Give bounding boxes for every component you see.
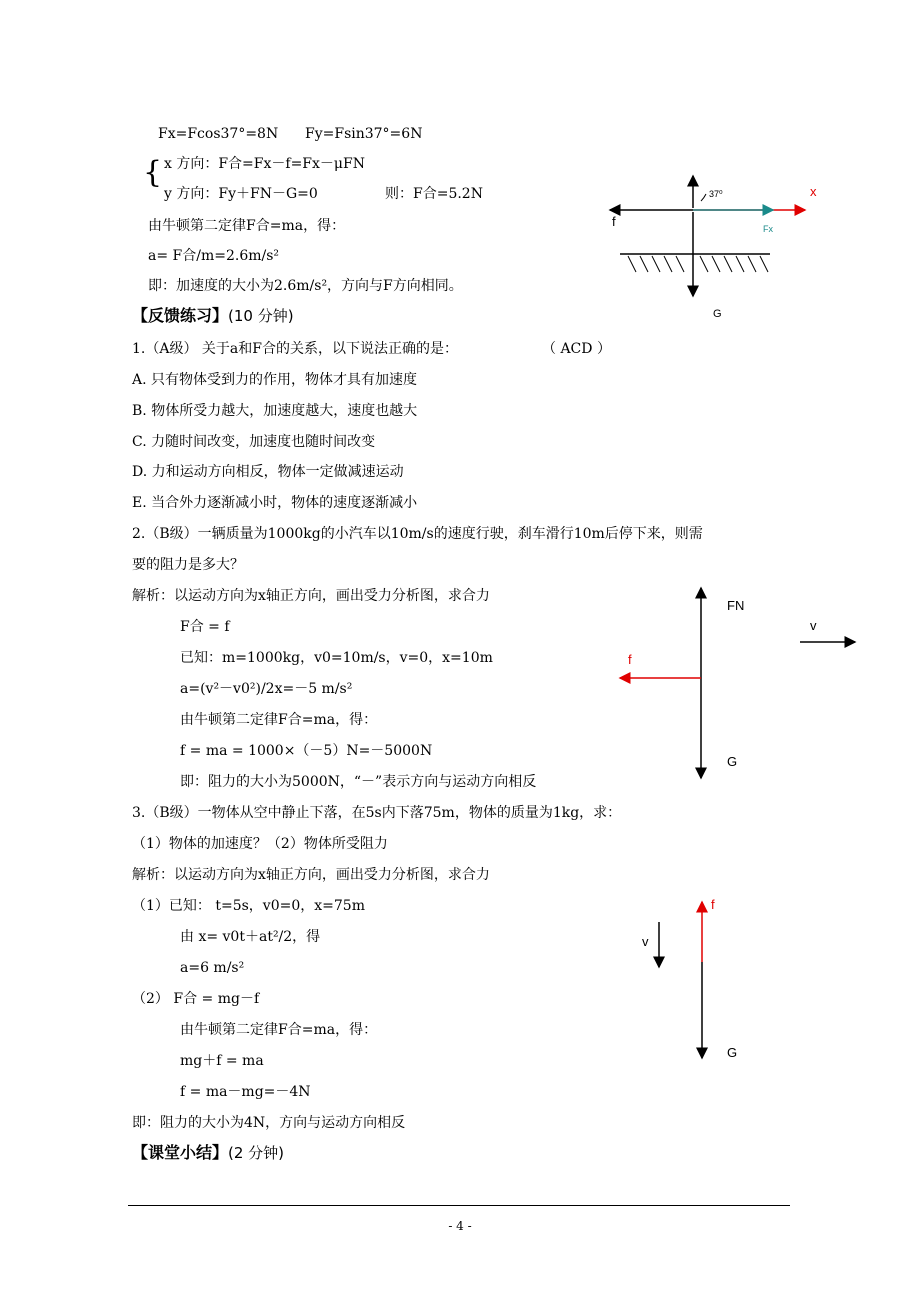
brace: { [143, 155, 163, 190]
conclusion-1: 即：加速度的大小为2.6m/s²，方向与F方向相同。 [148, 278, 463, 294]
q3-part2-result: f = ma－mg=－4N [180, 1084, 311, 1100]
q2-stem-line2: 要的阻力是多大？ [132, 557, 244, 573]
newton-law-line: 由牛顿第二定律F合=ma，得： [148, 218, 346, 234]
y-direction-eq: y 方向：Fy＋FN－G=0 [164, 186, 318, 202]
friction-label-3: f [711, 897, 715, 912]
q2-analysis: 解析：以运动方向为x轴正方向，画出受力分析图，求合力 [132, 588, 490, 604]
x-axis-label: x [810, 184, 817, 199]
fx-equation: Fx=Fcos37°=8N [158, 126, 279, 142]
q1-stem: 1.（A级） 关于a和F合的关系，以下说法正确的是： [132, 341, 458, 357]
angle-label: 37⁰ [709, 189, 723, 199]
feedback-title: 【反馈练习】 [132, 306, 229, 325]
q1-option-b: B. 物体所受力越大，加速度越大，速度也越大 [132, 403, 418, 419]
summary-time: (2 分钟) [228, 1144, 285, 1162]
q2-line2: 已知：m=1000kg，v0=10m/s，v=0，x=10m [180, 650, 493, 666]
q3-analysis: 解析：以运动方向为x轴正方向，画出受力分析图，求合力 [132, 867, 490, 883]
q3-part2-newton: 由牛顿第二定律F合=ma，得： [180, 1022, 378, 1038]
q3-stem: 3.（B级）一物体从空中静止下落，在5s内下落75m，物体的质量为1kg，求： [132, 805, 622, 821]
page-number: - 4 - [448, 1219, 472, 1233]
q2-line1: F合 = f [180, 619, 230, 635]
gravity-label-1: G [713, 308, 722, 320]
q1-option-c: C. 力随时间改变，加速度也随时间改变 [132, 434, 376, 450]
gravity-label-2: G [727, 754, 738, 769]
q2-line6: 即：阻力的大小为5000N，“－”表示方向与运动方向相反 [180, 774, 537, 790]
x-direction-eq: x 方向：F合=Fx－f=Fx－μFN [164, 156, 365, 172]
q3-part1-given: （1）已知： t=5s，v0=0，x=75m [132, 898, 365, 914]
net-force-result: 则：F合=5.2N [385, 186, 483, 202]
footer-rule [128, 1205, 790, 1206]
friction-label-2: f [628, 652, 632, 667]
summary-title: 【课堂小结】 [132, 1143, 229, 1162]
summary-section-title [132, 1143, 284, 1163]
feedback-time: (10 分钟) [228, 307, 294, 325]
q1-option-d: D. 力和运动方向相反，物体一定做减速运动 [132, 464, 404, 480]
q1-option-e: E. 当合外力逐渐减小时，物体的速度逐渐减小 [132, 495, 418, 511]
q3-part2-eq: mg＋f = ma [180, 1053, 264, 1069]
q2-line3: a=(v²－v0²)/2x=－5 m/s² [180, 681, 353, 697]
friction-label-1: f [612, 214, 616, 229]
velocity-label-3: v [642, 934, 649, 949]
q1-option-a: A. 只有物体受到力的作用，物体才具有加速度 [132, 372, 418, 388]
q3-part1-result: a=6 m/s² [180, 960, 245, 976]
velocity-label-2: v [810, 618, 817, 633]
gravity-label-3: G [727, 1045, 738, 1060]
fx-label: Fx [763, 224, 773, 234]
q3-part2-net: （2） F合 = mg－f [132, 991, 260, 1007]
normal-force-label-2: FN [727, 598, 745, 613]
fy-equation: Fy=Fsin37°=6N [305, 126, 423, 142]
q2-stem-line1: 2.（B级）一辆质量为1000kg的小汽车以10m/s的速度行驶，刹车滑行10m后停下来，则需 [132, 526, 703, 542]
q3-subquestions: （1）物体的加速度？（2）物体所受阻力 [132, 836, 388, 852]
q2-line4: 由牛顿第二定律F合=ma，得： [180, 712, 378, 728]
acceleration-eq: a= F合/m=2.6m/s² [148, 248, 280, 264]
q3-conclusion: 即：阻力的大小为4N，方向与运动方向相反 [132, 1115, 406, 1131]
q2-line5: f = ma = 1000×（－5）N=－5000N [180, 743, 433, 759]
q3-part1-formula: 由 x= v0t＋at²/2，得 [180, 929, 321, 945]
q1-answer: （ ACD ） [542, 341, 611, 357]
